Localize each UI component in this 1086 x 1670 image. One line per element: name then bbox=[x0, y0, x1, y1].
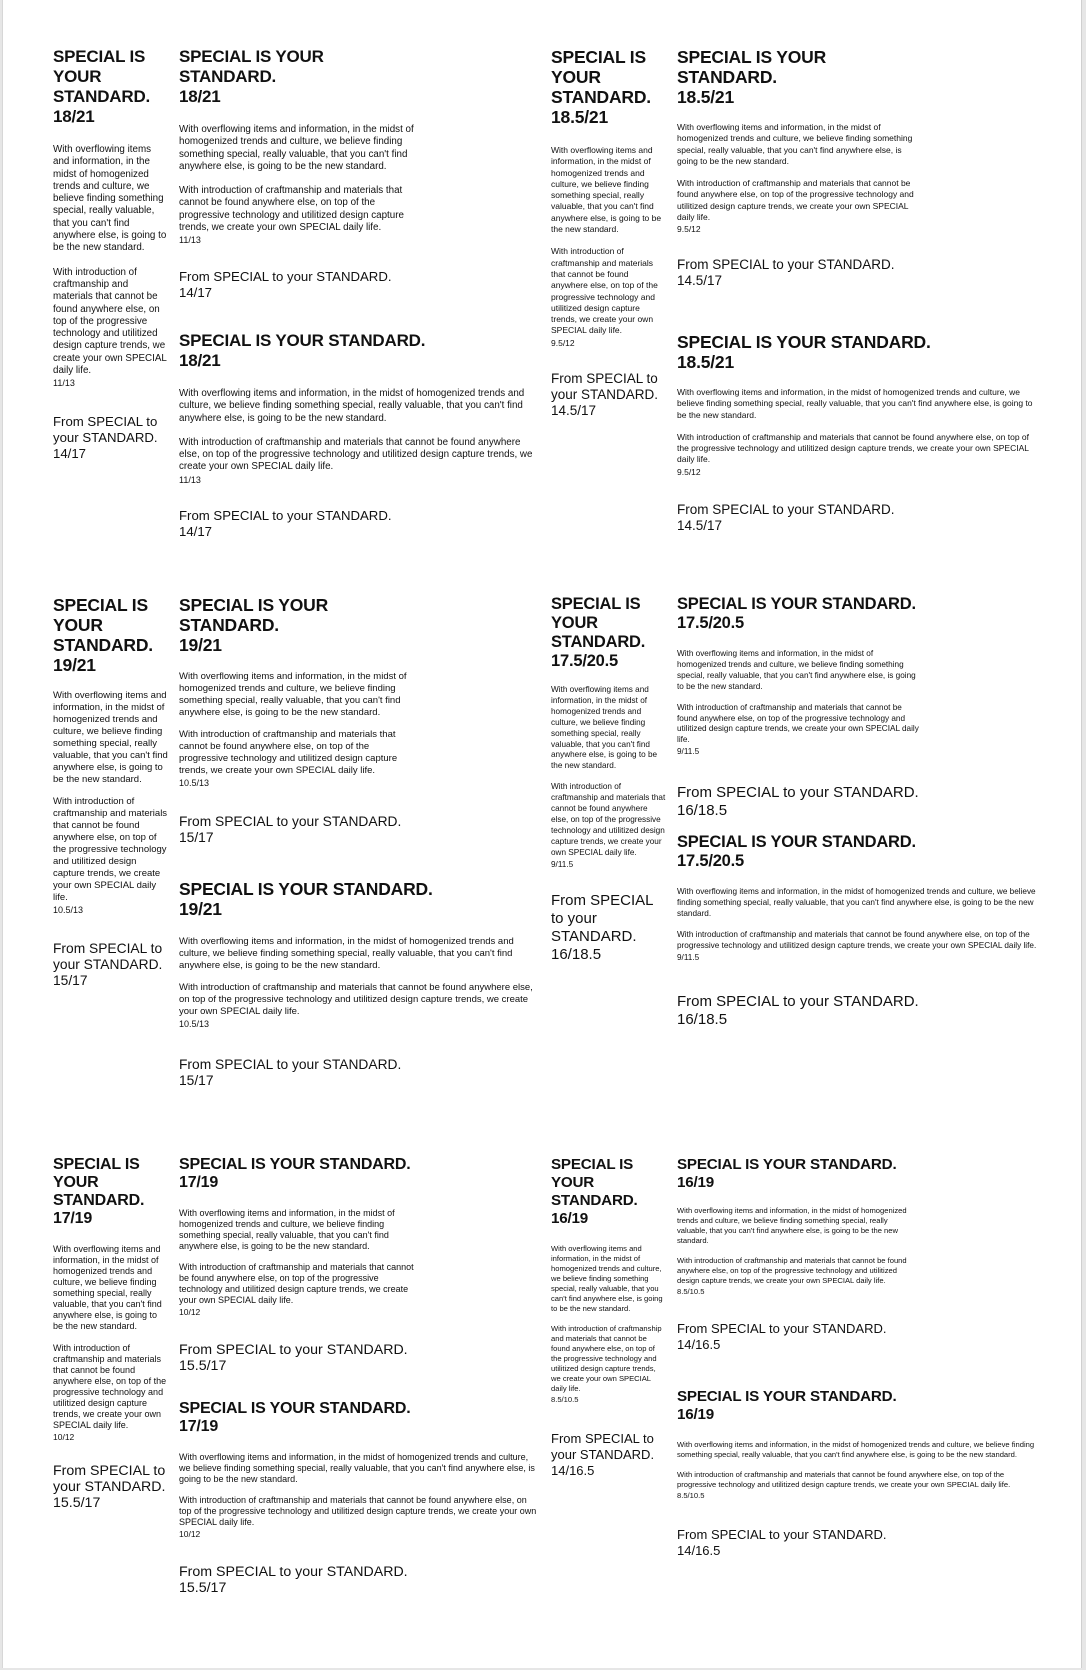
specimen-footer-size: 16/18.5 bbox=[677, 1011, 728, 1029]
specimen-block bbox=[53, 47, 169, 462]
specimen-headline: SPECIAL IS YOUR STANDARD. bbox=[551, 595, 646, 651]
specimen-body-p2: With introduction of craftmanship and materials that cannot be found anywhere else, on top of the progressive technology and utilitized design capture trends, we create your own SPECIAL daily life. bbox=[179, 185, 404, 234]
specimen-body-p2: With introduction of craftmanship and materials that cannot be found anywhere else, on top of the progressive technology and utilitized design capture trends, we create your own SPECIAL daily life. bbox=[677, 178, 914, 223]
specimen-headline: SPECIAL IS YOUR STANDARD. bbox=[179, 1156, 411, 1173]
specimen-footer-size: 15/17 bbox=[179, 1072, 214, 1088]
specimen-footer: From SPECIAL to your STANDARD. bbox=[677, 1526, 887, 1542]
specimen-block bbox=[53, 595, 169, 989]
specimen-body-p1: With overflowing items and information, in the midst of homogenized trends and culture, we believe finding something special, really valuable, that you can't find anywhere else, is going to be the new standard. bbox=[179, 671, 407, 718]
specimen-headline-size: 16/19 bbox=[677, 1174, 715, 1191]
specimen-footer: From SPECIAL to your STANDARD. bbox=[677, 257, 895, 273]
specimen-footer-size: 14.5/17 bbox=[677, 517, 723, 533]
specimen-body-p2: With introduction of craftmanship and materials that cannot be found anywhere else, on top of the progressive technology and utilitized design capture trends, we create your own SPECIAL daily life. bbox=[677, 929, 1037, 950]
specimen-footer: From SPECIAL to your STANDARD. bbox=[179, 508, 392, 524]
specimen-block bbox=[677, 1388, 1043, 1559]
specimen-body-p1: With overflowing items and information, in the midst of homogenized trends and culture, we believe finding something special, really valuable, that you can't find anywhere else, is going to be the new standard. bbox=[179, 1208, 395, 1251]
specimen-headline: SPECIAL IS YOUR STANDARD. bbox=[53, 47, 151, 106]
specimen-footer: From SPECIAL to your STANDARD. bbox=[53, 414, 158, 446]
specimen-body-p1: With overflowing items and information, in the midst of homogenized trends and culture, we believe finding something special, really valuable, that you can't find anywhere else, is going to be the new standard. bbox=[53, 144, 167, 254]
specimen-block bbox=[677, 595, 919, 820]
specimen-footer: From SPECIAL to your STANDARD. bbox=[677, 993, 919, 1011]
specimen-body-p2: With introduction of craftmanship and materials that cannot be found anywhere else, on top of the progressive technology and utilitized design capture trends, we create your own SPECIAL daily life. bbox=[677, 702, 919, 745]
specimen-body-p2: With introduction of craftmanship and materials that cannot be found anywhere else, on top of the progressive technology and utilitized design capture trends, we create your own SPECIAL daily life. bbox=[53, 796, 168, 903]
specimen-block bbox=[551, 1156, 667, 1479]
specimen-headline: SPECIAL IS YOUR STANDARD. bbox=[677, 595, 916, 613]
specimen-footer: From SPECIAL to your STANDARD. bbox=[53, 940, 163, 972]
specimen-footer-size: 14.5/17 bbox=[551, 402, 597, 418]
specimen-headline: SPECIAL IS YOUR STANDARD. bbox=[179, 331, 426, 350]
specimen-footer: From SPECIAL to your STANDARD. bbox=[677, 1320, 887, 1336]
specimen-footer: From SPECIAL to your STANDARD. bbox=[179, 1342, 408, 1359]
specimen-body-p1: With overflowing items and information, in the midst of homogenized trends and culture, we believe finding something special, really valuable, that you can't find anywhere else, is going to be the new standard. bbox=[179, 388, 525, 424]
specimen-body-p1: With overflowing items and information, in the midst of homogenized trends and culture, we believe finding something special, really valuable, that you can't find anywhere else, is going to be the new standard. bbox=[551, 685, 658, 771]
specimen-body-size: 9/11.5 bbox=[551, 859, 574, 869]
specimen-body-p2: With introduction of craftmanship and materials that cannot be found anywhere else, on top of the progressive technology and utilitized design capture trends, we create your own SPECIAL daily life. bbox=[179, 982, 533, 1017]
specimen-footer: From SPECIAL to your STANDARD. bbox=[179, 813, 402, 829]
specimen-body-p1: With overflowing items and information, in the midst of homogenized trends and culture, we believe finding something special, really valuable, that you can't find anywhere else, is going to be the new standard. bbox=[677, 387, 1033, 420]
specimen-block bbox=[179, 879, 541, 1089]
specimen-body-size: 9.5/12 bbox=[551, 337, 575, 348]
specimen-block bbox=[677, 47, 917, 289]
specimen-body-p2: With introduction of craftmanship and materials that cannot be found anywhere else, on top of the progressive technology and utilitized design capture trends, we create your own SPECIAL daily life. bbox=[179, 1495, 537, 1527]
specimen-headline-size: 19/21 bbox=[53, 655, 96, 675]
specimen-body-size: 10.5/13 bbox=[53, 905, 84, 915]
specimen-block bbox=[677, 833, 1043, 1029]
specimen-body-p2: With introduction of craftmanship and materials that cannot be found anywhere else, on top of the progressive technology and utilitized design capture trends, we create your own SPECIAL daily life. bbox=[677, 1470, 1011, 1489]
specimen-footer: From SPECIAL to your STANDARD. bbox=[677, 501, 895, 517]
specimen-body-p2: With introduction of craftmanship and materials that cannot be found anywhere else, on top of the progressive technology and utilitized design capture trends, we create your own SPECIAL daily life. bbox=[179, 729, 398, 776]
specimen-footer-size: 15/17 bbox=[179, 829, 214, 845]
specimen-headline-size: 18.5/21 bbox=[551, 107, 608, 127]
specimen-body-size: 9.5/12 bbox=[677, 224, 701, 235]
specimen-body-p1: With overflowing items and information, in the midst of homogenized trends and culture, we believe finding something special, really valuable, that you can't find anywhere else, is going to be the new standard. bbox=[551, 145, 662, 235]
specimen-body-size: 9/11.5 bbox=[677, 747, 700, 757]
specimen-body-size: 10.5/13 bbox=[179, 1019, 210, 1029]
specimen-headline: SPECIAL IS YOUR STANDARD. bbox=[677, 1156, 897, 1173]
specimen-headline: SPECIAL IS YOUR STANDARD. bbox=[677, 332, 931, 352]
specimen-headline-size: 18.5/21 bbox=[677, 87, 734, 107]
specimen-body-p1: With overflowing items and information, in the midst of homogenized trends and culture, we believe finding something special, really valuable, that you can't find anywhere else, is going to be the new standard. bbox=[179, 936, 514, 971]
specimen-body-size: 10/12 bbox=[53, 1432, 75, 1442]
specimen-headline-size: 18.5/21 bbox=[677, 352, 734, 372]
specimen-footer-size: 15.5/17 bbox=[53, 1495, 101, 1512]
specimen-body-size: 9/11.5 bbox=[677, 952, 700, 962]
specimen-footer: From SPECIAL to your STANDARD. bbox=[179, 1564, 408, 1581]
specimen-footer-size: 15.5/17 bbox=[179, 1358, 227, 1375]
specimen-headline-size: 17/19 bbox=[179, 1418, 219, 1435]
specimen-headline-size: 19/21 bbox=[179, 635, 222, 655]
specimen-footer: From SPECIAL to your STANDARD. bbox=[551, 892, 653, 946]
specimen-headline: SPECIAL IS YOUR STANDARD. bbox=[179, 47, 324, 86]
specimen-headline: SPECIAL IS YOUR STANDARD. bbox=[53, 1156, 145, 1209]
specimen-body-p1: With overflowing items and information, in the midst of homogenized trends and culture, we believe finding something special, really valuable, that you can't find anywhere else, is going to be the new standard. bbox=[677, 122, 913, 166]
specimen-body-p2: With introduction of craftmanship and materials that cannot be found anywhere else, on top of the progressive technology and utilitized design capture trends, we create your own SPECIAL daily life. bbox=[53, 266, 167, 377]
specimen-block bbox=[677, 1156, 919, 1353]
specimen-headline-size: 17.5/20.5 bbox=[677, 852, 745, 870]
specimen-block bbox=[179, 47, 417, 301]
specimen-block bbox=[179, 1156, 417, 1374]
specimen-body-p2: With introduction of craftmanship and materials that cannot be found anywhere else, on top of the progressive technology and utilitized design capture trends, we create your own SPECIAL daily life. bbox=[179, 436, 533, 473]
specimen-body-p2: With introduction of craftmanship and materials that cannot be found anywhere else, on top of the progressive technology and utilitized design capture trends, we create your own SPECIAL daily life. bbox=[551, 1324, 662, 1393]
specimen-body-p1: With overflowing items and information, in the midst of homogenized trends and culture, we believe finding something special, really valuable, that you can't find anywhere else, is going to be the new standard. bbox=[677, 1206, 907, 1245]
specimen-footer-size: 15.5/17 bbox=[179, 1580, 227, 1597]
specimen-headline: SPECIAL IS YOUR STANDARD. bbox=[179, 595, 329, 635]
specimen-body-p1: With overflowing items and information, in the midst of homogenized trends and culture, we believe finding something special, really valuable, that you can't find anywhere else, is going to be the new standard. bbox=[551, 1244, 663, 1313]
specimen-body-p1: With overflowing items and information, in the midst of homogenized trends and culture, we believe finding something special, really valuable, that you can't find anywhere else, is going to be the new standard. bbox=[179, 1452, 535, 1484]
specimen-body-size: 8.5/10.5 bbox=[551, 1395, 579, 1404]
specimen-body-p2: With introduction of craftmanship and materials that cannot be found anywhere else, on top of the progressive technology and utilitized design capture trends, we create your own SPECIAL daily life. bbox=[677, 1256, 907, 1285]
specimen-footer-size: 16/18.5 bbox=[551, 946, 602, 964]
specimen-body-p1: With overflowing items and information, in the midst of homogenized trends and culture, we believe finding something special, really valuable, that you can't find anywhere else, is going to be the new standard. bbox=[677, 649, 916, 691]
specimen-headline: SPECIAL IS YOUR STANDARD. bbox=[179, 879, 433, 899]
specimen-block bbox=[179, 595, 417, 846]
specimen-body-size: 11/13 bbox=[179, 474, 201, 485]
specimen-headline: SPECIAL IS YOUR STANDARD. bbox=[677, 833, 916, 851]
specimen-body-p1: With overflowing items and information, in the midst of homogenized trends and culture, we believe finding something special, really valuable, that you can't find anywhere else, is going to be the new standard. bbox=[677, 887, 1036, 918]
specimen-block bbox=[179, 1400, 541, 1596]
specimen-footer: From SPECIAL to your STANDARD. bbox=[677, 783, 919, 801]
specimen-footer-size: 16/18.5 bbox=[677, 801, 728, 819]
specimen-footer: From SPECIAL to your STANDARD. bbox=[53, 1463, 166, 1496]
specimen-headline-size: 18/21 bbox=[53, 107, 95, 126]
specimen-headline-size: 16/19 bbox=[551, 1210, 589, 1227]
specimen-body-p2: With introduction of craftmanship and materials that cannot be found anywhere else, on top of the progressive technology and utilitized design capture trends, we create your own SPECIAL daily life. bbox=[551, 782, 666, 857]
specimen-footer: From SPECIAL to your STANDARD. bbox=[179, 269, 392, 285]
specimen-headline-size: 17.5/20.5 bbox=[551, 652, 619, 670]
specimen-footer-size: 15/17 bbox=[53, 972, 88, 988]
specimen-headline-size: 16/19 bbox=[677, 1406, 715, 1423]
specimen-block bbox=[551, 595, 667, 964]
specimen-headline-size: 17/19 bbox=[179, 1174, 219, 1191]
specimen-headline-size: 18/21 bbox=[179, 87, 221, 106]
specimen-headline: SPECIAL IS YOUR STANDARD. bbox=[53, 595, 153, 655]
specimen-footer-size: 14/17 bbox=[179, 285, 213, 301]
specimen-body-p1: With overflowing items and information, in the midst of homogenized trends and culture, we believe finding something special, really valuable, that you can't find anywhere else, is going to be the new standard. bbox=[53, 690, 168, 785]
specimen-page bbox=[2, 0, 1082, 1668]
specimen-footer-size: 14/16.5 bbox=[551, 1462, 595, 1478]
specimen-body-p1: With overflowing items and information, in the midst of homogenized trends and culture, we believe finding something special, really valuable, that you can't find anywhere else, is going to be the new standard. bbox=[179, 124, 414, 172]
specimen-body-size: 11/13 bbox=[179, 235, 201, 246]
specimen-block bbox=[53, 1156, 169, 1511]
specimen-body-size: 10/12 bbox=[179, 1307, 201, 1317]
specimen-body-size: 8.5/10.5 bbox=[677, 1287, 705, 1296]
specimen-block bbox=[677, 332, 1043, 534]
specimen-headline: SPECIAL IS YOUR STANDARD. bbox=[677, 1388, 897, 1405]
specimen-body-size: 11/13 bbox=[53, 378, 75, 389]
specimen-block bbox=[551, 47, 667, 419]
specimen-headline-size: 17.5/20.5 bbox=[677, 614, 745, 632]
specimen-headline-size: 18/21 bbox=[179, 351, 221, 370]
specimen-footer-size: 14/16.5 bbox=[677, 1542, 721, 1558]
specimen-body-p2: With introduction of craftmanship and materials that cannot be found anywhere else, on top of the progressive technology and utilitized design capture trends, we create your own SPECIAL daily life. bbox=[53, 1343, 167, 1430]
specimen-headline: SPECIAL IS YOUR STANDARD. bbox=[551, 47, 651, 107]
specimen-body-size: 10/12 bbox=[179, 1529, 201, 1539]
specimen-body-p2: With introduction of craftmanship and materials that cannot be found anywhere else, on top of the progressive technology and utilitized design capture trends, we create your own SPECIAL daily life. bbox=[179, 1262, 414, 1305]
specimen-body-size: 8.5/10.5 bbox=[677, 1491, 705, 1500]
specimen-footer-size: 14/17 bbox=[53, 446, 87, 462]
specimen-headline-size: 19/21 bbox=[179, 899, 222, 919]
specimen-body-size: 9.5/12 bbox=[677, 466, 701, 477]
specimen-headline: SPECIAL IS YOUR STANDARD. bbox=[551, 1156, 638, 1209]
specimen-headline-size: 17/19 bbox=[53, 1210, 93, 1227]
specimen-footer: From SPECIAL to your STANDARD. bbox=[551, 1430, 655, 1462]
specimen-headline: SPECIAL IS YOUR STANDARD. bbox=[179, 1400, 411, 1417]
specimen-body-size: 10.5/13 bbox=[179, 778, 210, 788]
specimen-body-p2: With introduction of craftmanship and materials that cannot be found anywhere else, on top of the progressive technology and utilitized design capture trends, we create your own SPECIAL daily life. bbox=[677, 431, 1030, 465]
specimen-footer: From SPECIAL to your STANDARD. bbox=[179, 1056, 402, 1072]
specimen-body-p2: With introduction of craftmanship and materials that cannot be found anywhere else, on top of the progressive technology and utilitized design capture trends, we create your own SPECIAL daily life. bbox=[551, 246, 658, 336]
specimen-body-p1: With overflowing items and information, in the midst of homogenized trends and culture, we believe finding something special, really valuable, that you can't find anywhere else, is going to be the new standard. bbox=[53, 1244, 162, 1331]
specimen-body-p1: With overflowing items and information, in the midst of homogenized trends and culture, we believe finding something special, really valuable, that you can't find anywhere else, is going to be the new standard. bbox=[677, 1440, 1035, 1459]
specimen-footer: From SPECIAL to your STANDARD. bbox=[551, 370, 659, 402]
specimen-footer-size: 14.5/17 bbox=[677, 273, 723, 289]
specimen-footer-size: 14/17 bbox=[179, 524, 213, 540]
specimen-footer-size: 14/16.5 bbox=[677, 1336, 721, 1352]
specimen-headline: SPECIAL IS YOUR STANDARD. bbox=[677, 47, 827, 87]
specimen-block bbox=[179, 331, 541, 540]
